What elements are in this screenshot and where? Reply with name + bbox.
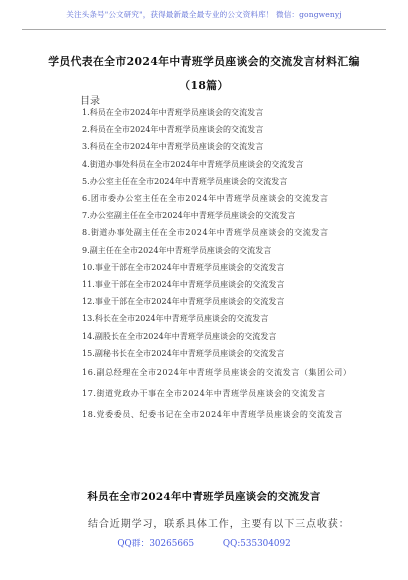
toc-item-17: 17.街道党政办干事在全市2024年中青班学员座谈会的交流发言 bbox=[82, 389, 326, 399]
toc-item-16: 16.副总经理在全市2024年中青班学员座谈会的交流发言（集团公司） bbox=[82, 368, 352, 378]
toc-heading: 目录 bbox=[80, 96, 100, 107]
toc-item-18: 18.党委委员、纪委书记在全市2024年中青班学员座谈会的交流发言 bbox=[82, 410, 343, 420]
qq-group-link[interactable]: QQ群：30265665 bbox=[117, 539, 195, 549]
toc-item-7: 7.办公室副主任在全市2024年中青班学员座谈会的交流发言 bbox=[82, 211, 296, 221]
toc-item-12: 12.事业干部在全市2024年中青班学员座谈会的交流发言 bbox=[82, 297, 285, 307]
header-divider bbox=[22, 29, 386, 30]
toc-item-8: 8.街道办事处副主任在全市2024年中青班学员座谈会的交流发言 bbox=[82, 228, 329, 238]
toc-item-13: 13.科长在全市2024年中青班学员座谈会的交流发言 bbox=[82, 314, 269, 324]
toc-item-4: 4.街道办事处科员在全市2024年中青班学员座谈会的交流发言 bbox=[82, 159, 304, 169]
toc-item-10: 10.事业干部在全市2024年中青班学员座谈会的交流发言 bbox=[82, 262, 285, 272]
intro-paragraph: 结合近期学习，联系具体工作，主要有以下三点收获： bbox=[88, 519, 350, 530]
toc-item-11: 11.事业干部在全市2024年中青班学员座谈会的交流发言 bbox=[82, 280, 285, 290]
toc-item-3: 3.科员在全市2024年中青班学员座谈会的交流发言 bbox=[82, 142, 264, 152]
toc-item-5: 5.办公室主任在全市2024年中青班学员座谈会的交流发言 bbox=[82, 176, 288, 186]
toc-item-6: 6.团市委办公室主任在全市2024年中青班学员座谈会的交流发言 bbox=[82, 194, 329, 204]
footer-contacts bbox=[0, 536, 408, 549]
toc-item-9: 9.副主任在全市2024年中青班学员座谈会的交流发言 bbox=[82, 245, 272, 255]
section-title: 科员在全市2024年中青班学员座谈会的交流发言 bbox=[87, 491, 321, 503]
toc-item-1: 1.科员在全市2024年中青班学员座谈会的交流发言 bbox=[82, 108, 264, 117]
header-promo-note: 关注头条号"公文研究"，获得最新最全最专业的公文资料库！ 微信：gongwenyj bbox=[66, 10, 342, 19]
toc-item-15: 15.副秘书长在全市2024年中青班学员座谈会的交流发言 bbox=[82, 348, 285, 358]
table-of-contents bbox=[64, 104, 356, 425]
toc-item-2: 2.科员在全市2024年中青班学员座谈会的交流发言 bbox=[82, 125, 264, 135]
document-title: 学员代表在全市2024年中青班学员座谈会的交流发言材料汇编（18篇） bbox=[48, 55, 360, 92]
qq-link[interactable]: QQ:535304092 bbox=[222, 539, 291, 549]
toc-item-14: 14.副股长在全市2024年中青班学员座谈会的交流发言 bbox=[82, 331, 277, 341]
